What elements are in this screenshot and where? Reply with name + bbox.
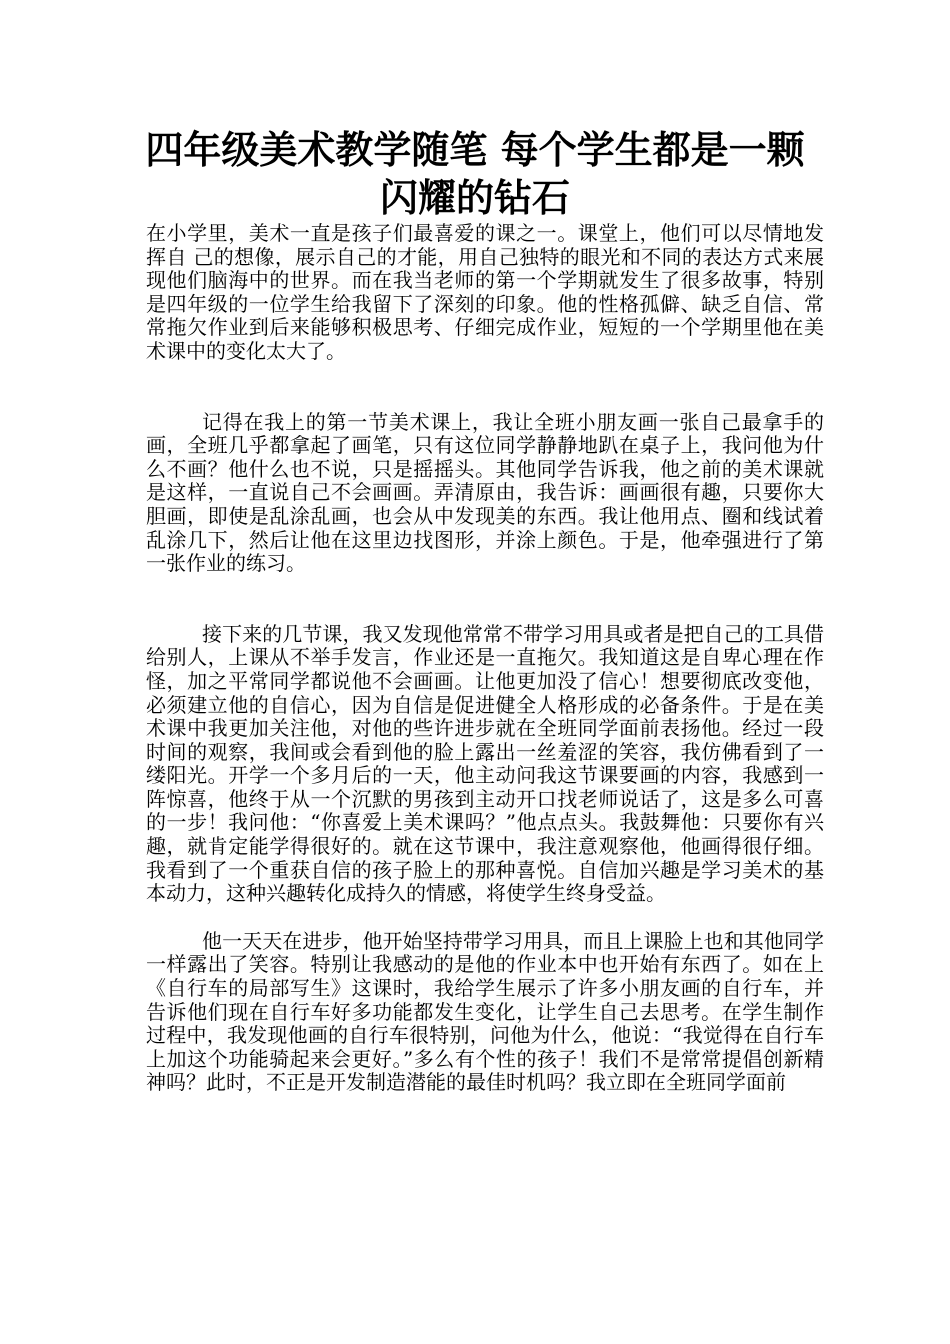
paragraph-spacer (146, 906, 824, 930)
paragraph-spacer (146, 364, 824, 411)
paragraph-progress: 他一天天在进步，他开始坚持带学习用具，而且上课脸上也和其他同学一样露出了笑容。特别让我感动的是他的作业本中也开始有东西了。如在上《自行车的局部写生》这课时，我给学生展示了许多小朋友画的自行车，并告诉他们现在自行车好多功能都发生变化，让学生自己去思考。在学生制作过程中，我发现他画的自行车很特别，问他为什么，他说：“我觉得在自行车上加这个功能骑起来会更好。”多么有个性的孩子！我们不是常常提倡创新精神吗？此时，不正是开发制造潜能的最佳时机吗？我立即在全班同学面前 (146, 928, 824, 1095)
paragraph-building-confidence: 接下来的几节课，我又发现他常常不带学习用具或者是把自己的工具借给别人，上课从不举手发言，作业还是一直拖欠。我知道这是自卑心理在作怪，加之平常同学都说他不会画画。让他更加没了信心！想要彻底改变他，必须建立他的自信心，因为自信是促进健全人格形成的必备条件。于是在美术课中我更加关注他，对他的些许进步就在全班同学面前表扬他。经过一段时间的观察，我间或会看到他的脸上露出一丝羞涩的笑容，我仿佛看到了一缕阳光。开学一个多月后的一天，他主动问我这节课要画的内容，我感到一阵惊喜，他终于从一个沉默的男孩到主动开口找老师说话了，这是多么可喜的一步！我问他：“你喜爱上美术课吗？”他点点头。我鼓舞他：只要你有兴趣，就肯定能学得很好的。就在这节课中，我注意观察他，他画得很仔细。我看到了一个重获自信的孩子脸上的那种喜悦。自信加兴趣是学习美术的基本动力，这种兴趣转化成持久的情感，将使学生终身受益。 (146, 621, 824, 906)
paragraph-spacer (146, 576, 824, 623)
document-title: 四年级美术教学随笔 每个学生都是一颗闪耀的钻石 (145, 127, 805, 220)
paragraph-first-lesson: 记得在我上的第一节美术课上，我让全班小朋友画一张自己最拿手的画，全班几乎都拿起了画笔，只有这位同学静静地趴在桌子上，我问他为什么不画？他什么也不说，只是摇摇头。其他同学告诉我，他之前的美术课就是这样，一直说自己不会画画。弄清原由，我告诉：画画很有趣，只要你大胆画，即使是乱涂乱画，也会从中发现美的东西。我让他用点、圈和线试着乱涂几下，然后让他在这里边找图形，并涂上颜色。于是，他牵强进行了第一张作业的练习。 (146, 409, 824, 576)
paragraph-intro: 在小学里，美术一直是孩子们最喜爱的课之一。课堂上，他们可以尽情地发挥自 己的想像，展示自己的才能，用自己独特的眼光和不同的表达方式来展现他们脑海中的世界。而在我当老师的第一个学期就发生了很多故事，特别是四年级的一位学生给我留下了深刻的印象。他的性格孤僻、缺乏自信、常常拖欠作业到后来能够积极思考、仔细完成作业，短短的一个学期里他在美术课中的变化太大了。 (146, 221, 824, 363)
document-body (146, 222, 824, 1095)
